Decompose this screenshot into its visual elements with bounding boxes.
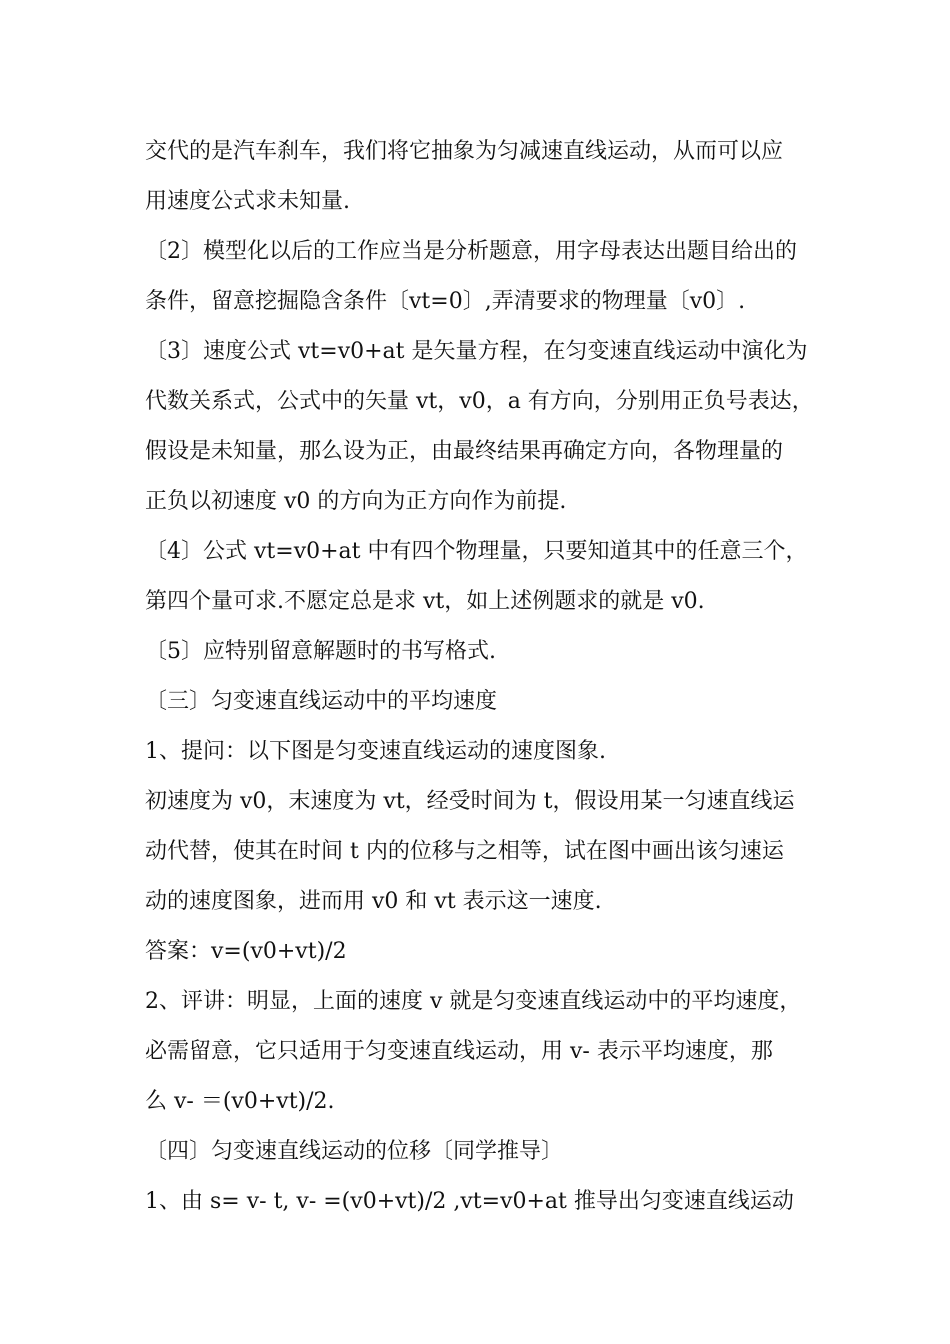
- text-line-11: 〔5〕应特别留意解题时的书写格式.: [145, 639, 496, 664]
- text-line-5: 〔3〕速度公式 vt=v0+at 是矢量方程，在匀变速直线运动中演化为: [145, 339, 808, 364]
- text-line-10: 第四个量可求.不愿定总是求 vt，如上述例题求的就是 v0.: [145, 589, 705, 614]
- text-line-13: 1、提问：以下图是匀变速直线运动的速度图象.: [145, 739, 606, 764]
- section-heading-4: 〔四〕匀变速直线运动的位移〔同学推导〕: [145, 1139, 564, 1164]
- text-line-16: 动的速度图象，进而用 v0 和 vt 表示这一速度.: [145, 889, 602, 914]
- text-line-9: 〔4〕公式 vt=v0+at 中有四个物理量，只要知道其中的任意三个，: [145, 539, 808, 564]
- text-line-2: 用速度公式求未知量.: [145, 189, 350, 214]
- text-line-20: 么 v- ＝(v0+vt)/2.: [145, 1089, 335, 1114]
- text-line-22: 1、由 s= v- t, v- =(v0+vt)/2 ,vt=v0+at 推导出匀变速直线运动: [145, 1189, 794, 1214]
- text-line-14: 初速度为 v0，末速度为 vt，经受时间为 t，假设用某一匀速直线运: [145, 789, 795, 814]
- text-line-19: 必需留意，它只适用于匀变速直线运动，用 v- 表示平均速度，那: [145, 1039, 773, 1064]
- text-line-18: 2、评讲：明显，上面的速度 v 就是匀变速直线运动中的平均速度，: [145, 989, 802, 1014]
- text-line-3: 〔2〕模型化以后的工作应当是分析题意，用字母表达出题目给出的: [145, 239, 797, 264]
- section-heading-3: 〔三〕匀变速直线运动中的平均速度: [145, 689, 498, 714]
- text-line-15: 动代替，使其在时间 t 内的位移与之相等，试在图中画出该匀速运: [145, 839, 784, 864]
- text-line-7: 假设是未知量，那么设为正，由最终结果再确定方向，各物理量的: [145, 439, 784, 464]
- text-line-4: 条件，留意挖掘隐含条件〔vt=0〕,弄清要求的物理量〔v0〕.: [145, 289, 746, 314]
- answer-line: 答案：v=(v0+vt)/2: [145, 939, 347, 964]
- text-line-1: 交代的是汽车刹车，我们将它抽象为匀减速直线运动，从而可以应: [145, 139, 784, 164]
- text-line-8: 正负以初速度 v0 的方向为正方向作为前提.: [145, 489, 567, 514]
- text-line-6: 代数关系式，公式中的矢量 vt，v0，a 有方向，分别用正负号表达，: [145, 389, 814, 414]
